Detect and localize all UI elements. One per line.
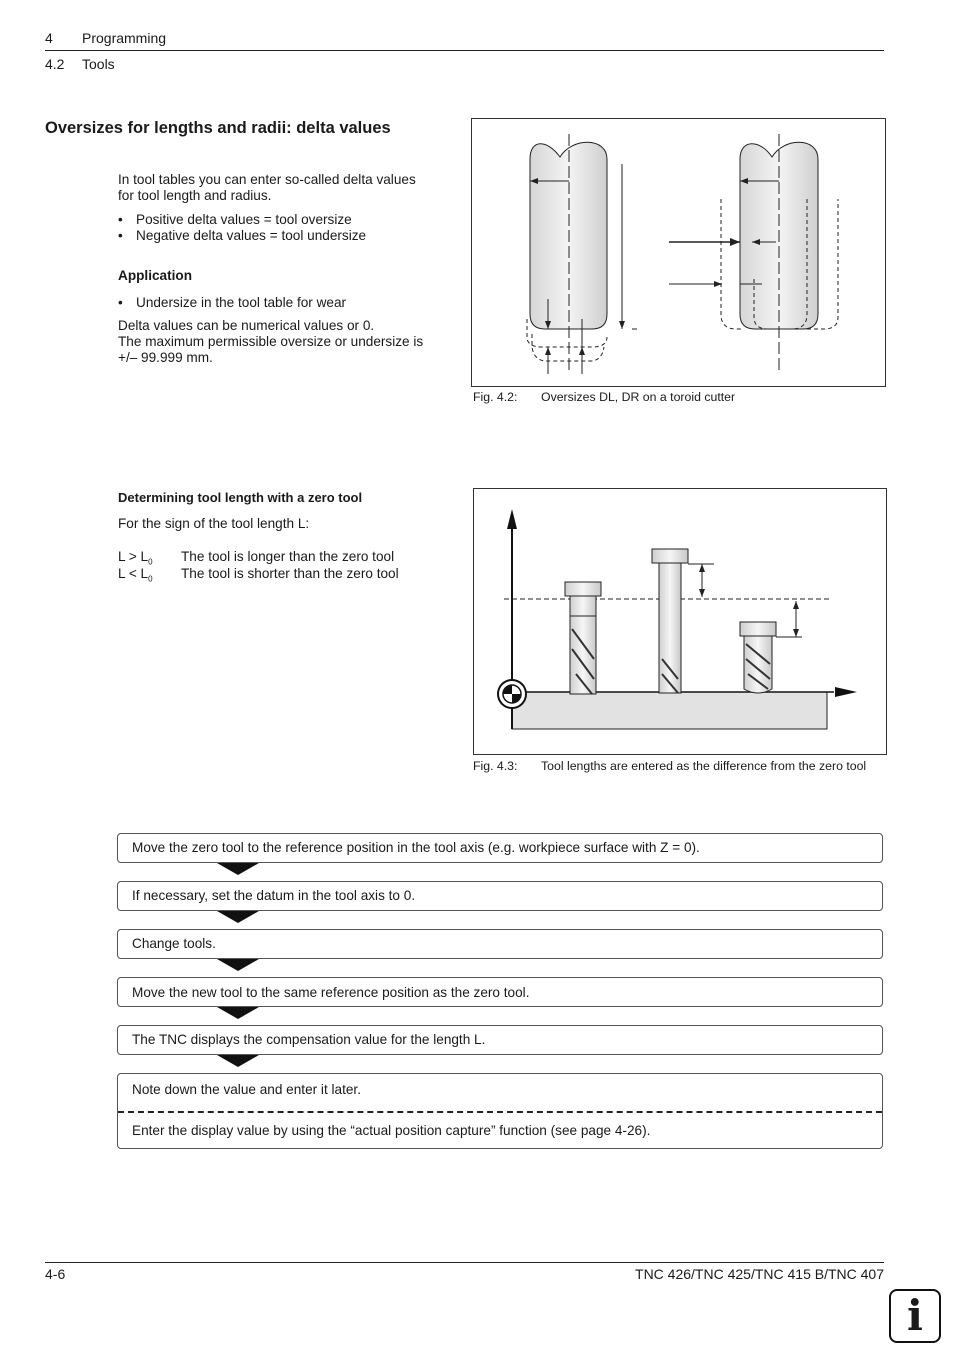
step-1-text: Move the zero tool to the reference position in the tool axis (e.g. workpiece surface with Z = 0).: [132, 840, 700, 855]
step-4: [117, 977, 883, 1007]
step-arrow: [217, 1007, 259, 1019]
intro-line-1: In tool tables you can enter so-called delta values: [118, 172, 416, 187]
condition-longer-desc: The tool is longer than the zero tool: [181, 549, 395, 564]
bullet-marker: •: [118, 295, 123, 310]
figure-1-caption: Oversizes DL, DR on a toroid cutter: [541, 390, 736, 404]
bullet-marker: •: [118, 228, 123, 243]
condition-shorter-text: L < L: [118, 566, 149, 581]
toroid-cutter-drawing: [472, 119, 885, 386]
intro-line-2: for tool length and radius.: [118, 188, 272, 203]
condition-shorter-desc: The tool is shorter than the zero tool: [181, 566, 399, 581]
chapter-title: Programming: [82, 30, 167, 46]
page-number: 4-6: [45, 1266, 66, 1282]
footer-rule: [45, 1262, 884, 1263]
figure-1-label: Fig. 4.2:: [473, 390, 518, 404]
figure-2-caption: Tool lengths are entered as the difference from the zero tool: [541, 759, 867, 773]
note-line-1: Delta values can be numerical values or 0.: [118, 318, 375, 333]
zero-tool-heading: Determining tool length with a zero tool: [118, 490, 363, 505]
section-number: 4.2: [45, 56, 65, 72]
step-arrow: [217, 863, 259, 875]
step-arrow: [217, 1055, 259, 1067]
step-1: [117, 833, 883, 863]
step-6-alternatives: [117, 1073, 883, 1149]
bullet-negative-delta: Negative delta values = tool undersize: [136, 228, 367, 243]
figure-tool-lengths: [473, 488, 887, 755]
section-title: Tools: [82, 56, 115, 72]
step-2: [117, 881, 883, 911]
note-line-2: The maximum permissible oversize or undersize is: [118, 334, 424, 349]
figure-toroid-cutter: [471, 118, 886, 387]
step-3: [117, 929, 883, 959]
chapter-number: 4: [45, 30, 53, 46]
step-3-text: Change tools.: [132, 936, 216, 951]
manual-title: TNC 426/TNC 425/TNC 415 B/TNC 407: [635, 1266, 884, 1282]
step-5-text: The TNC displays the compensation value for the length L.: [132, 1032, 486, 1047]
figure-2-label: Fig. 4.3:: [473, 759, 518, 773]
step-arrow: [217, 911, 259, 923]
alternative-divider: [118, 1111, 882, 1113]
bullet-marker: •: [118, 212, 123, 227]
header-rule: [45, 50, 884, 51]
step-5: [117, 1025, 883, 1055]
condition-shorter: [118, 566, 153, 588]
info-icon: i: [889, 1289, 941, 1343]
zero-tool-intro: For the sign of the tool length L:: [118, 516, 310, 531]
application-heading: Application: [118, 268, 193, 283]
tool-lengths-drawing: [474, 489, 886, 754]
condition-longer-text: L > L: [118, 549, 149, 564]
bullet-undersize-wear: Undersize in the tool table for wear: [136, 295, 347, 310]
step-4-text: Move the new tool to the same reference position as the zero tool.: [132, 985, 530, 1000]
step-6-text: Note down the value and enter it later.: [132, 1082, 361, 1097]
note-line-3: +/– 99.999 mm.: [118, 350, 213, 365]
step-arrow: [217, 959, 259, 971]
bullet-positive-delta: Positive delta values = tool oversize: [136, 212, 352, 227]
step-2-text: If necessary, set the datum in the tool axis to 0.: [132, 888, 416, 903]
step-7-text: Enter the display value by using the “actual position capture” function (see page 4-26).: [132, 1123, 651, 1138]
condition-longer-sub: 0: [148, 557, 153, 567]
page-title: Oversizes for lengths and radii: delta values: [45, 119, 391, 137]
condition-shorter-sub: 0: [148, 574, 153, 584]
